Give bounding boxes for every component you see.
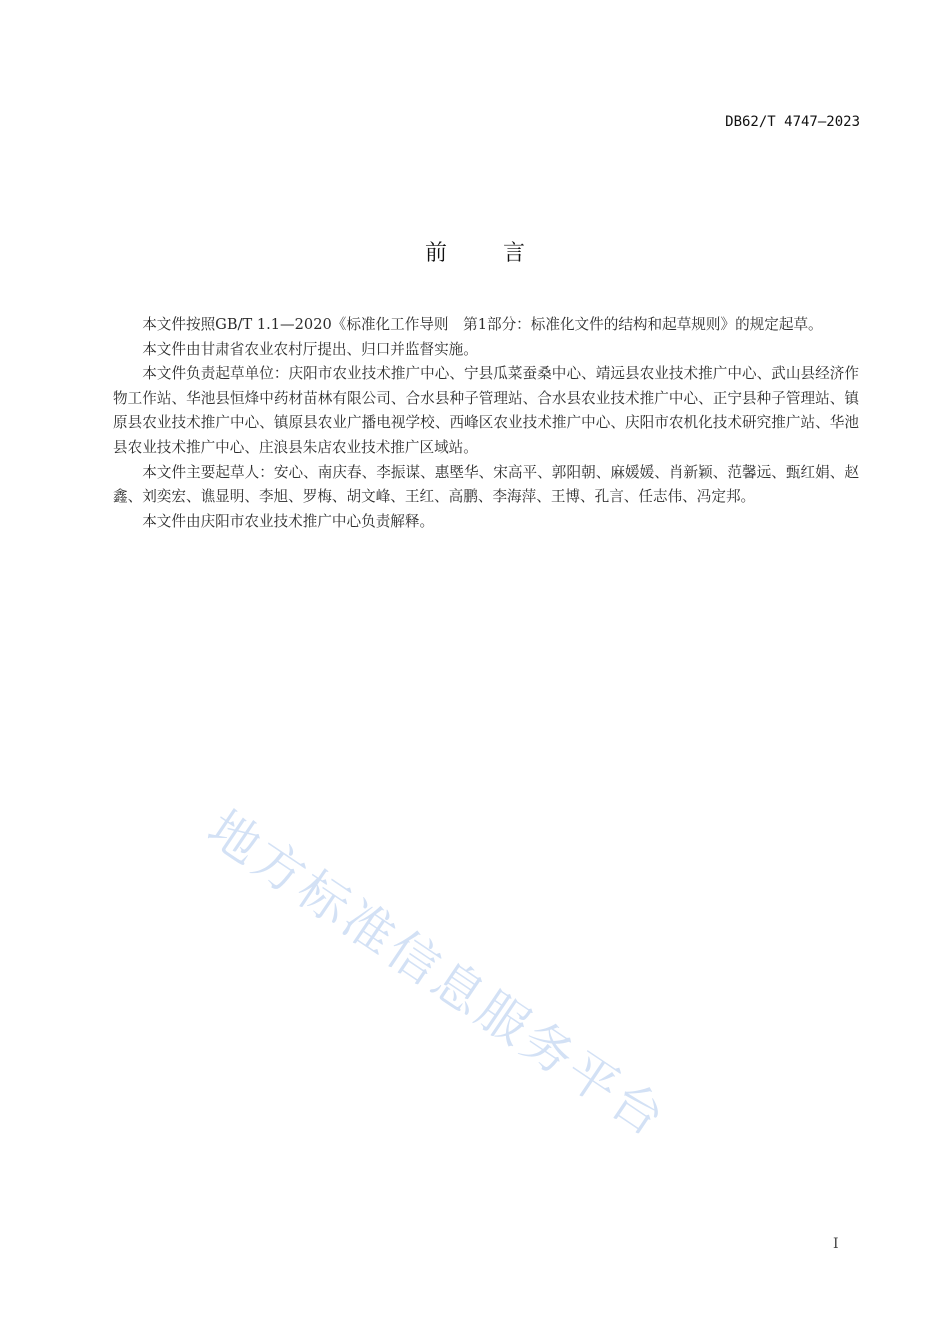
title-char-1: 前 bbox=[424, 241, 447, 266]
page-number: I bbox=[833, 1236, 839, 1252]
foreword-body bbox=[113, 313, 859, 534]
paragraph-drafters: 本文件主要起草人：安心、南庆春、李振谋、惠塈华、宋高平、郭阳朝、麻媛媛、肖新颖、范馨远、甄红娟、赵鑫、刘奕宏、谯显明、李旭、罗梅、胡文峰、王红、高鹏、李海萍、王博、孔言、任志伟、冯定邦。 bbox=[113, 463, 859, 506]
paragraph-interpretation: 本文件由庆阳市农业技术推广中心负责解释。 bbox=[142, 512, 435, 530]
paragraph-drafting-rules: 本文件按照GB/T 1.1—2020《标准化工作导则 第1部分：标准化文件的结构和起草规则》的规定起草。 bbox=[142, 316, 823, 333]
document-code: DB62/T 4747—2023 bbox=[725, 114, 860, 130]
title-char-2: 言 bbox=[503, 241, 526, 266]
page-title bbox=[0, 236, 950, 267]
paragraph-drafting-units: 本文件负责起草单位：庆阳市农业技术推广中心、宁县瓜菜蚕桑中心、靖远县农业技术推广中心、武山县经济作物工作站、华池县恒烽中药材苗林有限公司、合水县种子管理站、合水县农业技术推广中心、正宁县种子管理站、镇原县农业技术推广中心、镇原县农业广播电视学校、西峰区农业技术推广中心、庆阳市农机化技术研究推广站、华池县农业技术推广中心、庄浪县朱店农业技术推广区域站。 bbox=[113, 365, 859, 456]
watermark-text: 地方标准信息服务平台 bbox=[197, 799, 678, 1150]
paragraph-proposer: 本文件由甘肃省农业农村厅提出、归口并监督实施。 bbox=[142, 340, 478, 358]
